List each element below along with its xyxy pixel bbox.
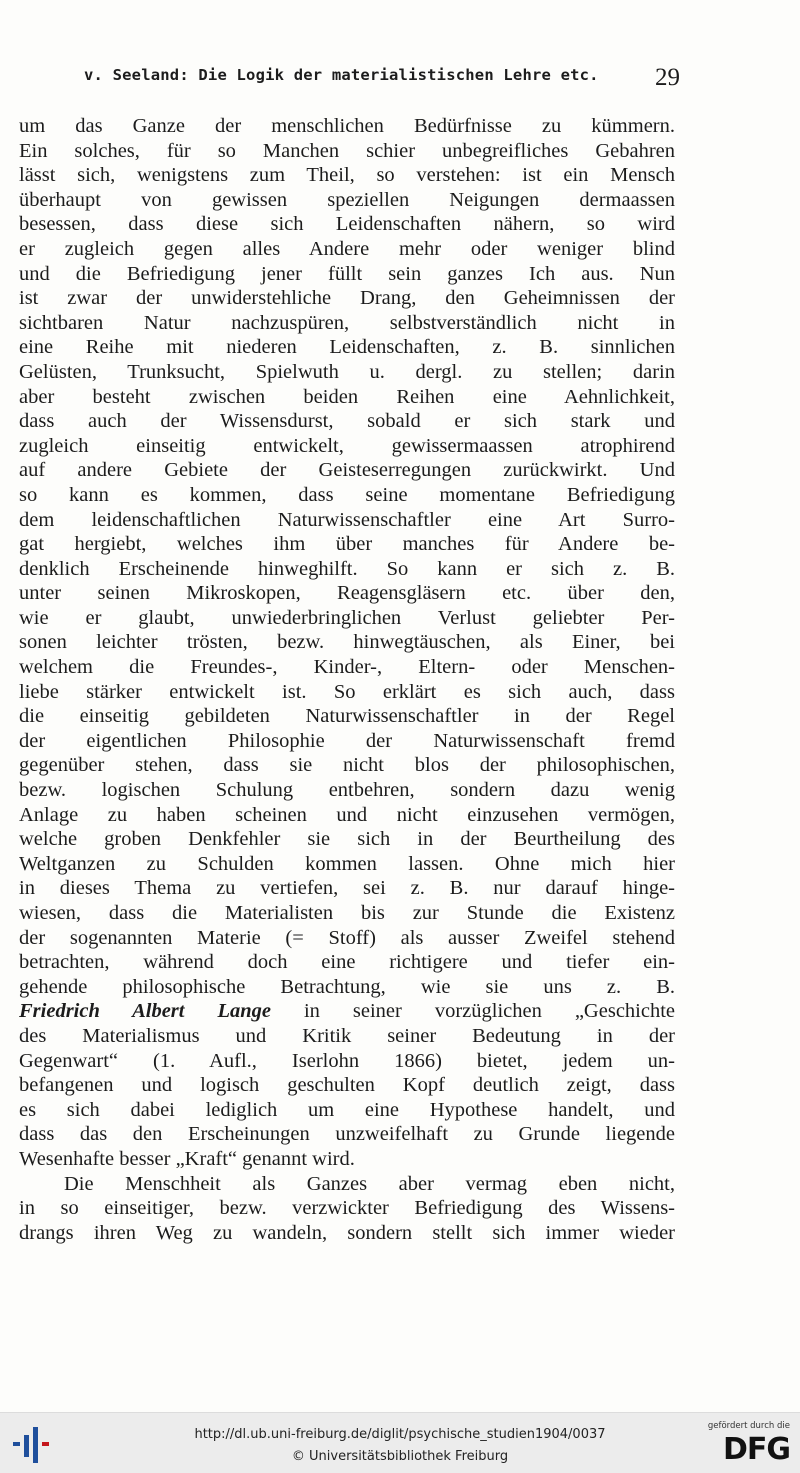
text-line: in dieses Thema zu vertiefen, sei z. B. nur darauf hinge- xyxy=(19,877,675,900)
text-line: dem leidenschaftlichen Naturwissenschaftler eine Art Surro- xyxy=(19,508,675,531)
running-title: v. Seeland: Die Logik der materialistischen Lehre etc. xyxy=(84,66,599,84)
text-line: überhaupt von gewissen speziellen Neigungen dermaassen xyxy=(19,188,675,211)
text-line: welche groben Denkfehler sie sich in der Beurtheilung des xyxy=(19,828,675,851)
text-line: gegenüber stehen, dass sie nicht blos der philosophischen, xyxy=(19,754,675,777)
text-line: eine Reihe mit niederen Leidenschaften, z. B. sinnlichen xyxy=(19,336,675,359)
body-text xyxy=(19,114,675,1245)
copyright-text: © Universitätsbibliothek Freiburg xyxy=(291,1449,509,1464)
text-line xyxy=(19,999,675,1024)
text-line: betrachten, während doch eine richtigere und tiefer ein- xyxy=(19,951,675,974)
text-line: Die Menschheit als Ganzes aber vermag eben nicht, xyxy=(64,1172,675,1195)
paragraph-1 xyxy=(19,114,675,999)
running-head xyxy=(70,66,680,92)
text-line: sichtbaren Natur nachzuspüren, selbstverständlich nicht in xyxy=(19,311,675,334)
text-line: bezw. logischen Schulung entbehren, sondern dazu wenig xyxy=(19,779,675,802)
text-line: besessen, dass diese sich Leidenschaften nähern, so wird xyxy=(19,213,675,236)
text-line: der eigentlichen Philosophie der Naturwissenschaft fremd xyxy=(19,729,675,752)
text-line: gehende philosophische Betrachtung, wie sie uns z. B. xyxy=(19,975,675,998)
text-line: in so einseitiger, bezw. verzwickter Befriedigung des Wissens- xyxy=(19,1197,675,1220)
text-line: sonen leichter trösten, bezw. hinwegtäuschen, als Einer, bei xyxy=(19,631,675,654)
source-url-link[interactable]: http://dl.ub.uni-freiburg.de/diglit/psychische_studien1904/0037 xyxy=(194,1427,606,1442)
text-line: wiesen, dass die Materialisten bis zur Stunde die Existenz xyxy=(19,902,675,924)
text-line: und die Befriedigung jener füllt sein ganzes Ich aus. Nun xyxy=(19,262,675,285)
text-line: der sogenannten Materie (= Stoff) als ausser Zweifel stehend xyxy=(19,926,675,949)
text-line: dass auch der Wissensdurst, sobald er sich stark und xyxy=(19,410,675,433)
text-line: er zugleich gegen alles Andere mehr oder weniger blind xyxy=(19,237,675,260)
text-line: Ein solches, für so Manchen schier unbegreifliches Gebahren xyxy=(19,139,675,162)
text-line: lässt sich, wenigstens zum Theil, so verstehen: ist ein Mensch xyxy=(19,164,675,187)
dfg-logo: DFG xyxy=(722,1432,790,1467)
text-line: dass das den Erscheinungen unzweifelhaft zu Grunde liegende xyxy=(19,1123,675,1146)
text-line: gat hergiebt, welches ihm über manches für Andere be- xyxy=(19,533,675,556)
text-line: Gegenwart“ (1. Aufl., Iserlohn 1866) bietet, jedem un- xyxy=(19,1049,675,1072)
text-line: so kann es kommen, dass seine momentane Befriedigung xyxy=(19,483,675,506)
page-number: 29 xyxy=(655,64,680,91)
text-line: Wesenhafte besser „Kraft“ genannt wird. xyxy=(19,1147,355,1170)
text-line: unter seinen Mikroskopen, Reagensgläsern etc. über den, xyxy=(19,582,675,605)
text-line: liebe stärker entwickelt ist. So erklärt es sich auch, dass xyxy=(19,680,675,703)
text-line: ist zwar der unwiderstehliche Drang, den Geheimnissen der xyxy=(19,287,675,310)
paragraph-2 xyxy=(19,1172,675,1246)
text-line: des Materialismus und Kritik seiner Bedeutung in der xyxy=(19,1024,675,1047)
text-line: die einseitig gebildeten Naturwissenschaftler in der Regel xyxy=(19,705,675,728)
text-line: Gelüsten, Trunksucht, Spielwuth u. dergl. zu stellen; darin xyxy=(19,360,675,383)
text-line: drangs ihren Weg zu wandeln, sondern stellt sich immer wieder xyxy=(19,1221,675,1244)
text-line: Anlage zu haben scheinen und nicht einzusehen vermögen, xyxy=(19,803,675,826)
text-line: denklich Erscheinende hinweghilft. So kann er sich z. B. xyxy=(19,557,675,580)
library-footer xyxy=(0,1412,800,1473)
paragraph-1-continued xyxy=(19,1024,675,1172)
text-line: um das Ganze der menschlichen Bedürfnisse zu kümmern. xyxy=(19,115,675,137)
author-name: Friedrich Albert Lange xyxy=(19,1000,271,1023)
text-line: Weltganzen zu Schulden kommen lassen. Ohne mich hier xyxy=(19,852,675,875)
text-line: welchem die Freundes-, Kinder-, Eltern- oder Menschen- xyxy=(19,656,675,679)
sponsor-text: gefördert durch die xyxy=(707,1421,790,1431)
text-line: aber besteht zwischen beiden Reihen eine Aehnlichkeit, xyxy=(19,385,675,408)
text-line: wie er glaubt, unwiederbringlichen Verlust geliebter Per- xyxy=(19,606,675,629)
text-line: zugleich einseitig entwickelt, gewissermaassen atrophirend xyxy=(19,434,675,457)
text-line: auf andere Gebiete der Geisteserregungen zurückwirkt. Und xyxy=(19,459,675,482)
text-line-rest: in seiner vorzüglichen „Geschichte xyxy=(271,1000,675,1023)
text-line: befangenen und logisch geschulten Kopf deutlich zeigt, dass xyxy=(19,1074,675,1097)
text-line: es sich dabei lediglich um eine Hypothese handelt, und xyxy=(19,1098,675,1121)
